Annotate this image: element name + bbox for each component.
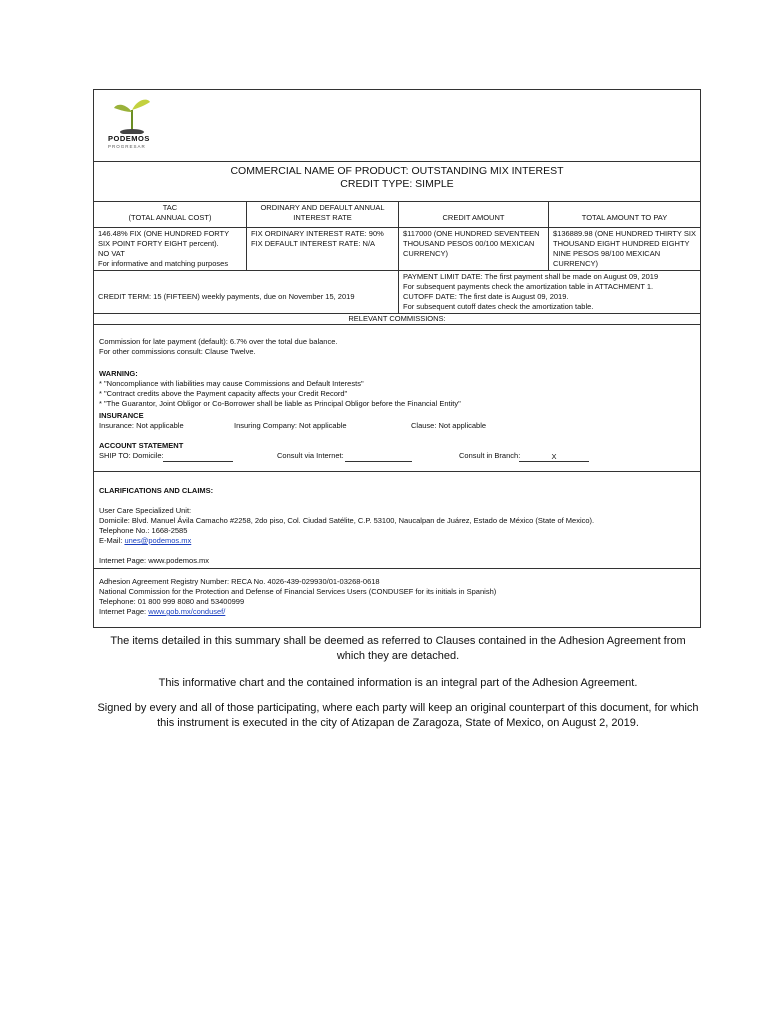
account-section (94, 435, 700, 471)
tac-header-label: TAC (162, 203, 178, 212)
insurance-section (94, 411, 700, 435)
tac-note: For informative and matching purposes (98, 259, 229, 268)
credit-term: CREDIT TERM: 15 (FIFTEEN) weekly payments, due on November 15, 2019 (98, 292, 355, 301)
internet-label: Consult via Internet: (277, 451, 344, 460)
rate-default: FIX DEFAULT INTEREST RATE: N/A (251, 239, 376, 248)
cutoff-note: For subsequent cutoff dates check the amortization table. (403, 302, 594, 311)
payment-limit-note: For subsequent payments check the amortization table in ATTACHMENT 1. (403, 282, 654, 291)
claims-spacer-2 (99, 546, 695, 556)
credit-header: CREDIT AMOUNT (398, 202, 548, 227)
registry-section (94, 569, 700, 627)
footer-paragraph-3: Signed by every and all of those participating, where each party will keep an original counterpart of this document, for which this instrument is executed in the city of Atizapan de Zaragoza, State of Mexico, on August 2, 2019. (97, 702, 699, 729)
payment-dates (398, 271, 700, 313)
logo-row (94, 90, 700, 162)
commission-late: Commission for late payment (default): 6.7% over the total due balance. (99, 337, 338, 346)
condusef-telephone: Telephone: 01 800 999 8080 and 53400999 (99, 597, 245, 606)
credit-type: CREDIT TYPE: SIMPLE (340, 178, 454, 190)
ship-to-field[interactable] (163, 452, 233, 462)
insurance-clause: Clause: Not applicable (411, 421, 487, 430)
total-amount: $136889.98 (ONE HUNDRED THIRTY SIX THOUSAND EIGHT HUNDRED EIGHTY NINE PESOS 98/100 MEXICAN CURRENCY) (548, 228, 700, 270)
podemos-logo (102, 94, 162, 156)
claims-domicile: Domicile: Blvd. Manuel Ávila Camacho #2258, 2do piso, Col. Ciudad Satélite, C.P. 53100, Naucalpan de Juárez, Estado de México (State of Mexico). (99, 516, 595, 525)
claims-header: CLARIFICATIONS AND CLAIMS: (99, 486, 214, 495)
commission-other: For other commissions consult: Clause Twelve. (99, 347, 256, 356)
logo-tagline: PROGRESAR (108, 144, 146, 149)
branch-label: Consult in Branch: (459, 451, 521, 460)
account-line (99, 451, 695, 463)
warning-line-3: * "The Guarantor, Joint Obligor or Co-Borrower shall be liable as Principal Obligor before the Financial Entity" (99, 399, 461, 408)
product-name: COMMERCIAL NAME OF PRODUCT: OUTSTANDING MIX INTEREST (230, 165, 564, 177)
tac-vat: NO VAT (98, 249, 125, 258)
condusef-web-link[interactable]: www.gob.mx/condusef/ (148, 607, 226, 616)
insuring-company: Insuring Company: Not applicable (234, 421, 347, 430)
rate-ordinary: FIX ORDINARY INTEREST RATE: 90% (251, 229, 384, 238)
tac-cell (94, 228, 246, 270)
commissions-header: RELEVANT COMMISSIONS: (94, 314, 700, 325)
rate-cell (246, 228, 398, 270)
total-header: TOTAL AMOUNT TO PAY (548, 202, 700, 227)
warning-section (94, 359, 700, 411)
condusef-web-line (99, 607, 695, 617)
logo-brand: PODEMOS (108, 134, 150, 143)
footer-paragraph-1: The items detailed in this summary shall be deemed as referred to Clauses contained in the Adhesion Agreement from which they are detached. (110, 635, 686, 662)
claims-email-line (99, 536, 695, 546)
claims-unit: User Care Specialized Unit: (99, 506, 192, 515)
branch-field[interactable]: X (519, 452, 589, 462)
payment-limit: PAYMENT LIMIT DATE: The first payment shall be made on August 09, 2019 (403, 272, 659, 281)
tac-header-sub: (TOTAL ANNUAL COST) (128, 213, 212, 222)
claims-spacer (99, 496, 695, 506)
warning-line-1: * "Noncompliance with liabilities may cause Commissions and Default Interests" (99, 379, 364, 388)
tac-header (94, 202, 246, 227)
internet-field[interactable] (345, 452, 412, 462)
insurance-header: INSURANCE (99, 411, 144, 420)
claims-section (94, 472, 700, 568)
warning-header: WARNING: (99, 369, 138, 378)
rate-header-label: ORDINARY AND DEFAULT ANNUAL (260, 203, 385, 212)
table-values-row (94, 228, 700, 270)
rate-header-sub: INTEREST RATE (293, 213, 352, 222)
commissions-section (94, 325, 700, 359)
footer-paragraph-2: This informative chart and the contained information is an integral part of the Adhesion Agreement. (158, 677, 638, 689)
sprout-icon (102, 94, 162, 134)
title-row (94, 162, 700, 202)
summary-document (93, 89, 701, 628)
claims-email-label: E-Mail: (99, 536, 123, 545)
condusef-web-label: Internet Page: (99, 607, 147, 616)
insurance-line (99, 421, 695, 433)
claims-telephone: Telephone No.: 1668-2585 (99, 526, 188, 535)
account-header: ACCOUNT STATEMENT (99, 441, 184, 450)
insurance-value: Insurance: Not applicable (99, 421, 184, 430)
term-row (94, 270, 700, 314)
warning-line-2: * "Contract credits above the Payment capacity affects your Credit Record" (99, 389, 348, 398)
tac-value: 146.48% FIX (ONE HUNDRED FORTY SIX POINT FORTY EIGHT percent). (98, 229, 230, 248)
rate-header (246, 202, 398, 227)
claims-internet: Internet Page: www.podemos.mx (99, 556, 210, 565)
ship-to-label: SHIP TO: Domicile: (99, 451, 164, 460)
table-header-row (94, 202, 700, 228)
claims-email-link[interactable]: unes@podemos.mx (124, 536, 192, 545)
registry-number: Adhesion Agreement Registry Number: RECA No. 4026-439-029930/01-03268-0618 (99, 577, 380, 586)
condusef-name: National Commission for the Protection and Defense of Financial Services Users (CONDUSEF for its initials in Spanish) (99, 587, 497, 596)
credit-amount: $117000 (ONE HUNDRED SEVENTEEN THOUSAND PESOS 00/100 MEXICAN CURRENCY) (398, 228, 548, 270)
cutoff-date: CUTOFF DATE: The first date is August 09, 2019. (403, 292, 569, 301)
